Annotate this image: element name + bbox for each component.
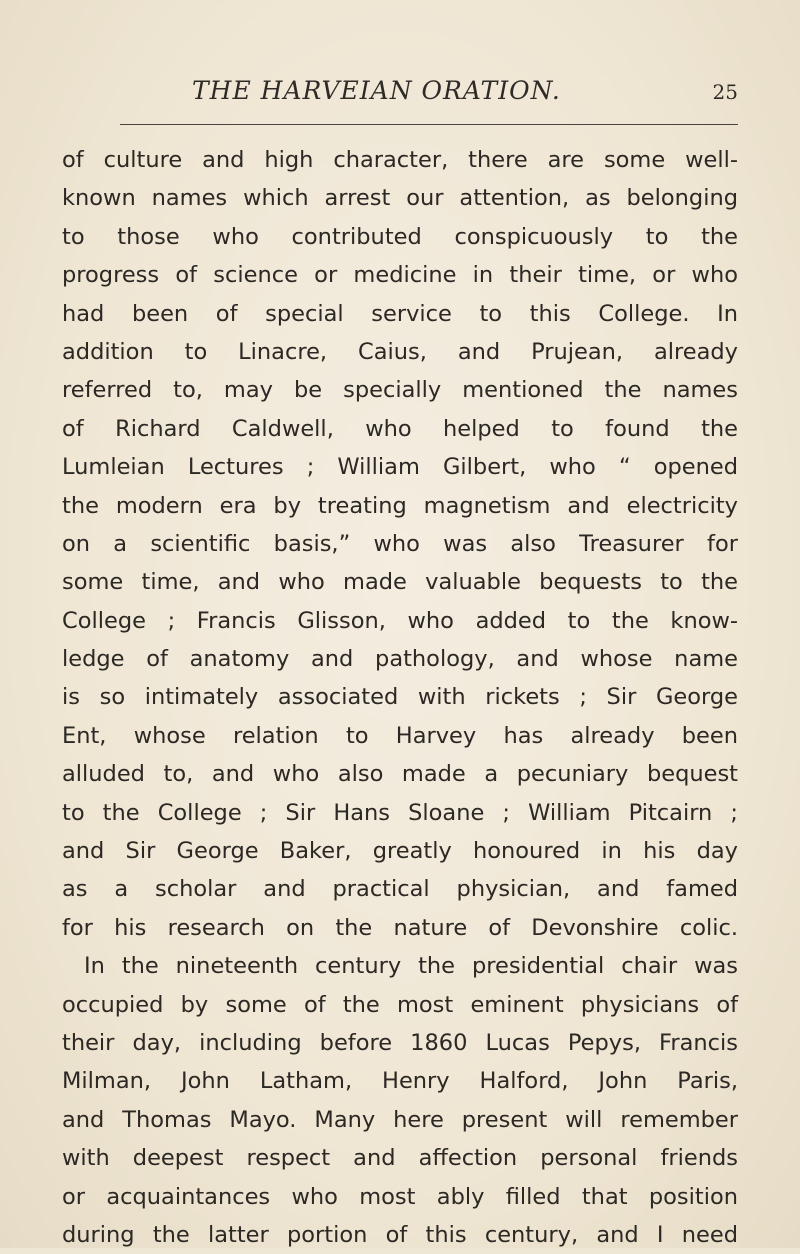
text-line: addition to Linacre, Caius, and Prujean, already xyxy=(62,338,738,365)
text-line: their day, including before 1860 Lucas Pepys, Francis xyxy=(62,1029,738,1056)
header-rule xyxy=(120,124,738,125)
text-line: Milman, John Latham, Henry Halford, John Paris, xyxy=(62,1068,738,1095)
text-line: alluded to, and who also made a pecuniary bequest xyxy=(62,761,738,788)
text-line: and Sir George Baker, greatly honoured in his day xyxy=(62,838,738,865)
text-line: had been of special service to this College. In xyxy=(62,300,738,327)
text-line: and Thomas Mayo. Many here present will remember xyxy=(62,1106,738,1133)
text-line: of Richard Caldwell, who helped to found the xyxy=(62,415,738,442)
text-line: the modern era by treating magnetism and electricity xyxy=(62,492,738,519)
text-line: or acquaintances who most ably filled that position xyxy=(62,1183,738,1210)
page-number: 25 xyxy=(712,80,738,104)
text-line: progress of science or medicine in their time, or who xyxy=(62,262,738,289)
running-title: THE HARVEIAN ORATION. xyxy=(192,76,561,105)
text-line: Lumleian Lectures ; William Gilbert, who “ opened xyxy=(62,454,738,481)
text-line: during the latter portion of this century, and I need xyxy=(62,1221,738,1248)
text-line: to those who contributed conspicuously to the xyxy=(62,223,738,250)
text-line: known names which arrest our attention, as belonging xyxy=(62,185,738,212)
text-line: some time, and who made valuable bequests to the xyxy=(62,569,738,596)
text-line: for his research on the nature of Devonshire colic. xyxy=(62,914,738,941)
text-line: with deepest respect and affection personal friends xyxy=(62,1145,738,1172)
text-line: as a scholar and practical physician, and famed xyxy=(62,876,738,903)
text-line: College ; Francis Glisson, who added to the know- xyxy=(62,607,738,634)
text-line: on a scientific basis,” who was also Treasurer for xyxy=(62,530,738,557)
text-line: of culture and high character, there are some well- xyxy=(62,147,738,173)
text-line: In the nineteenth century the presidential chair was xyxy=(84,953,738,980)
body-text xyxy=(62,141,738,1254)
text-line: referred to, may be specially mentioned the names xyxy=(62,377,738,404)
text-line: is so intimately associated with rickets ; Sir George xyxy=(62,684,738,711)
text-line: occupied by some of the most eminent physicians of xyxy=(62,991,738,1018)
page-header xyxy=(62,70,738,110)
text-line: Ent, whose relation to Harvey has already been xyxy=(62,722,738,749)
text-line: to the College ; Sir Hans Sloane ; William Pitcairn ; xyxy=(62,799,738,826)
text-line: ledge of anatomy and pathology, and whose name xyxy=(62,646,738,673)
